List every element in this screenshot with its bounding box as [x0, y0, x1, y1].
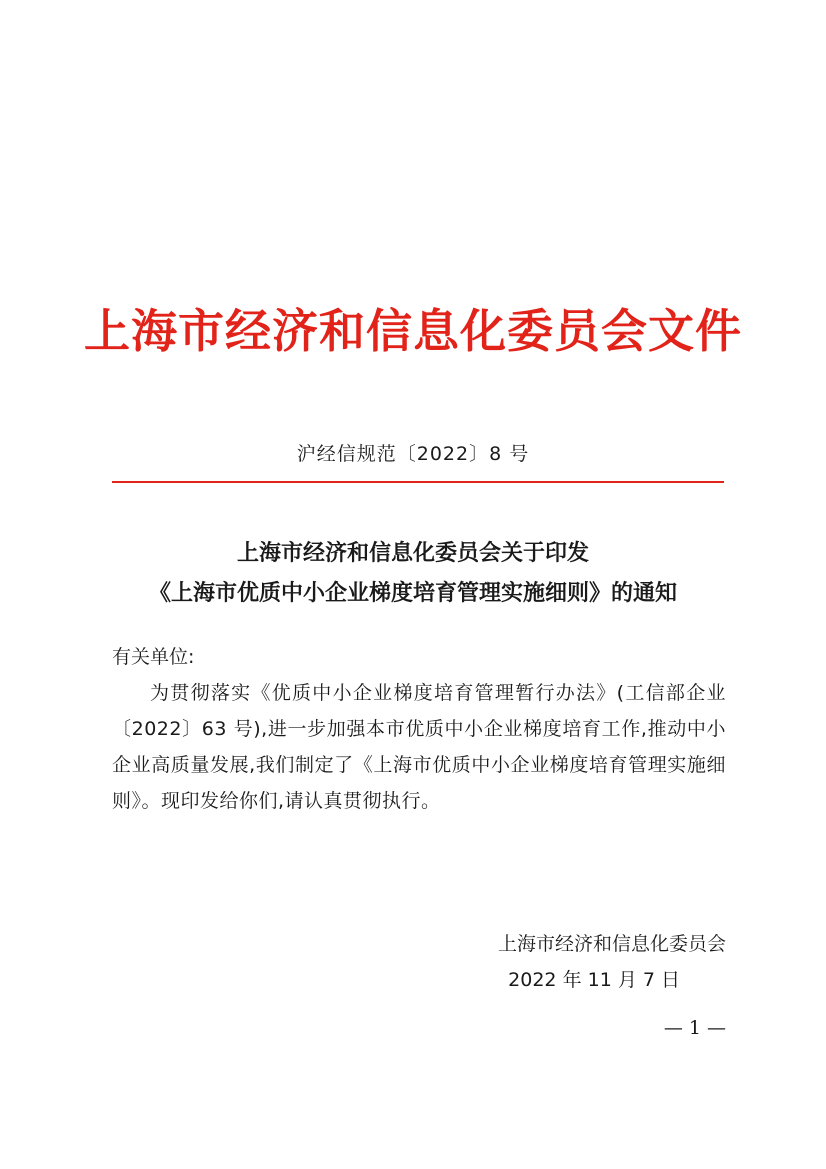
- document-number: 沪经信规范〔2022〕8 号: [296, 443, 530, 465]
- signature-date: 2022 年 11 月 7 日: [508, 969, 680, 991]
- notice-title: [0, 533, 826, 613]
- signature-block: [498, 926, 726, 998]
- red-divider-line: [112, 481, 724, 483]
- notice-title-line-1: 上海市经济和信息化委员会关于印发: [236, 540, 589, 566]
- notice-title-line-2: 《上海市优质中小企业梯度培育管理实施细则》的通知: [148, 580, 677, 606]
- salutation: 有关单位:: [112, 646, 195, 668]
- signature-org: 上海市经济和信息化委员会: [497, 933, 726, 955]
- page-number: — 1 —: [663, 1017, 726, 1039]
- document-masthead: 上海市经济和信息化委员会文件: [84, 304, 742, 358]
- body-paragraph: 为贯彻落实《优质中小企业梯度培育管理暂行办法》(工信部企业〔2022〕63 号),进一步加强本市优质中小企业梯度培育工作,推动中小企业高质量发展,我们制定了《上海市优质中小企业梯度培育管理实施细则》。现印发给你们,请认真贯彻执行。: [112, 682, 726, 812]
- notice-body: [112, 639, 726, 819]
